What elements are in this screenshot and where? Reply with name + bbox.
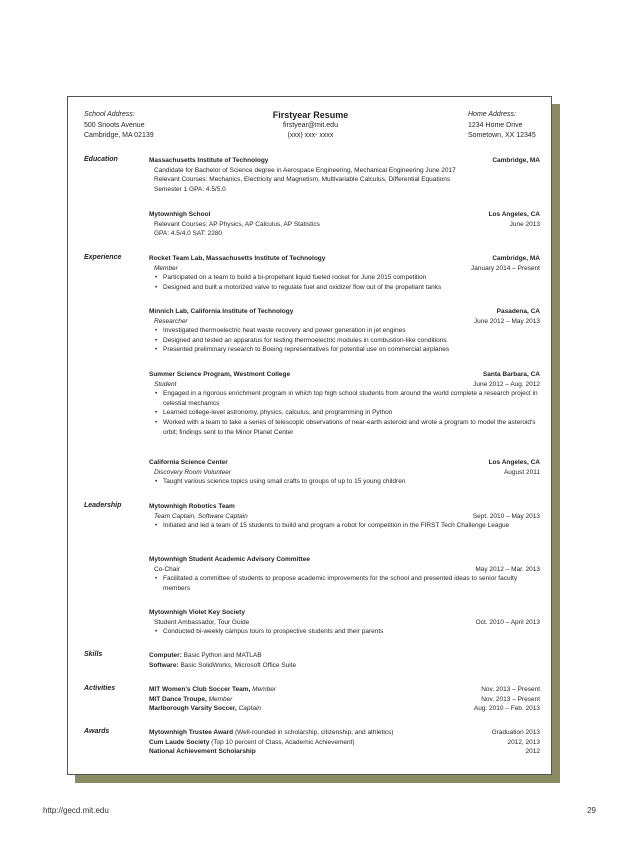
home-address-label: Home Address:	[468, 111, 516, 118]
entry-date: Oct. 2010 – April 2013	[475, 618, 540, 626]
skills-software-value: Basic SolidWorks, Microsoft Office Suite	[180, 661, 297, 669]
entry-date: June 2013	[509, 220, 540, 228]
bullet-icon: •	[155, 409, 158, 417]
section-skills: Skills	[84, 651, 103, 658]
entry-location: Los Angeles, CA	[488, 459, 540, 466]
email: firstyear@mit.edu	[283, 121, 338, 129]
entry-line: Relevant Courses: Mechanics, Electricity and Magnetism, Multivariable Calculus, Differential Equations	[154, 176, 451, 184]
entry-location: Los Angeles, CA	[488, 211, 540, 218]
experience-entry-rocket-team	[149, 254, 540, 292]
award-name: National Achievement Scholarship	[149, 748, 256, 756]
entry-org: Mytownhigh Student Academic Advisory Committee	[149, 556, 310, 563]
entry-location: Santa Barbara, CA	[482, 371, 540, 378]
entry-bullet: Learned college-level astronomy, physics, calculus, and programming in Python	[163, 409, 393, 417]
activity-date: Nov. 2013 – Present	[481, 695, 540, 703]
activity-row	[149, 685, 540, 695]
bullet-icon: •	[155, 418, 158, 426]
entry-org: Mytownhigh Robotics Team	[149, 503, 235, 510]
entry-gpa: GPA: 4.5/4.0 SAT: 2280	[154, 230, 223, 238]
award-detail: (Top 10 percent of Class, Academic Achievement)	[211, 738, 355, 746]
entry-role: Researcher	[154, 317, 188, 325]
award-date: 2012, 2013	[507, 738, 540, 746]
home-address-line2: Sometown, XX 12345	[468, 132, 536, 139]
activity-date: Aug. 2010 – Feb. 2013	[473, 705, 540, 713]
bullet-icon: •	[155, 390, 158, 398]
entry-location: Cambridge, MA	[492, 255, 540, 262]
skills-software-label: Software:	[149, 661, 179, 669]
bullet-icon: •	[155, 478, 158, 486]
activity-date: Nov. 2013 – Present	[481, 686, 540, 693]
awards-list	[149, 728, 540, 757]
bullet-icon: •	[155, 522, 158, 530]
entry-bullet: Conducted bi-weekly campus tours to prospective students and their parents	[163, 628, 384, 636]
school-address-line2: Cambridge, MA 02139	[84, 132, 154, 139]
experience-entry-science-center	[149, 458, 540, 487]
entry-bullet: Worked with a team to take a series of telescopic observations of near-earth asteroid and wrote a program to model the asteroid's orbit; findings sent to the Minor Planet Center	[163, 418, 536, 436]
footer-url[interactable]: http://gecd.mit.edu	[43, 806, 109, 815]
section-education: Education	[84, 156, 118, 163]
skills-entry	[149, 651, 540, 670]
entry-org: California Science Center	[149, 459, 228, 466]
skills-computer-value: Basic Python and MATLAB	[183, 652, 262, 659]
entry-org: Massachusetts Institute of Technology	[149, 157, 269, 164]
entry-bullet: Taught various science topics using small crafts to groups of up to 15 young children	[163, 478, 406, 486]
entry-courses: Relevant Courses: AP Physics, AP Calculus, AP Statistics	[154, 220, 320, 228]
education-entry-mit	[149, 156, 540, 194]
experience-entry-summer-science	[149, 370, 540, 437]
bullet-icon: •	[155, 628, 158, 636]
home-address-line1: 1234 Home Drive	[468, 121, 523, 129]
entry-role: Student	[154, 380, 177, 388]
entry-date: Sept. 2010 – May 2013	[472, 512, 540, 520]
entry-date: August 2011	[503, 468, 540, 476]
entry-date: June 2012 – May 2013	[473, 317, 540, 325]
activity-row	[149, 695, 540, 705]
activity-row	[149, 704, 540, 714]
school-address	[84, 110, 154, 142]
entry-bullet: Initiated and led a team of 15 students to build and program a robot for competition in the FIRST Tech Challenge League	[163, 522, 510, 530]
award-row	[149, 747, 540, 757]
bullet-icon: •	[155, 346, 158, 354]
school-address-line1: 500 Snoots Avenue	[84, 121, 145, 129]
entry-date: May 2012 – Mar. 2013	[475, 565, 540, 573]
entry-org: Mytownhigh Violet Key Society	[149, 609, 245, 616]
entry-date: January 2014 – Present	[470, 264, 540, 272]
section-awards: Awards	[84, 728, 110, 735]
section-activities: Activities	[84, 685, 116, 692]
entry-role: Student Ambassador, Tour Guide	[154, 618, 250, 626]
entry-org: Mytownhigh School	[149, 211, 211, 218]
entry-role: Co-Chair	[154, 565, 181, 573]
entry-role: Discovery Room Volunteer	[154, 468, 232, 476]
entry-bullet: Participated on a team to build a bi-propellant liquid fueled rocket for June 2015 competition	[163, 274, 427, 282]
resume-title: Firstyear Resume	[272, 110, 349, 120]
activity-role: Member	[252, 686, 277, 693]
entry-line: Semester 1 GPA: 4.5/5.0	[154, 185, 226, 193]
entry-bullet: Designed and built a motorized valve to regulate fuel and oxidizer flow out of the propellant tanks	[163, 283, 442, 291]
award-date: Graduation 2013	[491, 729, 540, 736]
entry-bullet: Investigated thermoelectric heat waste recovery and power generation in jet engines	[163, 327, 406, 335]
entry-location: Cambridge, MA	[492, 157, 540, 164]
activity-role: Member	[208, 695, 233, 703]
bullet-icon: •	[155, 283, 158, 291]
entry-role: Member	[154, 264, 178, 272]
activity-name: MIT Women's Club Soccer Team,	[149, 686, 251, 693]
home-address	[468, 110, 536, 142]
bullet-icon: •	[155, 274, 158, 282]
award-name: Cum Laude Society	[149, 738, 210, 746]
award-detail: (Well-rounded in scholarship, citizenship, and athletics)	[234, 729, 394, 736]
entry-bullet: Designed and tested an apparatus for testing thermoelectric modules in combustion-like conditions	[163, 336, 447, 344]
resume-page	[67, 96, 552, 775]
section-leadership: Leadership	[84, 502, 122, 509]
entry-line: Candidate for Bachelor of Science degree in Aerospace Engineering, Mechanical Engineering June 2017	[154, 166, 456, 174]
activity-name: Marlborough Varsity Soccer,	[149, 705, 237, 713]
bullet-icon: •	[155, 575, 158, 583]
entry-bullet: Engaged in a rigorous enrichment program in which top high school students from around the world complete a research project in celestial mechanics	[163, 390, 538, 407]
school-address-label: School Address:	[84, 111, 135, 118]
entry-role: Team Captain, Software Captain	[154, 512, 248, 520]
activity-name: MIT Dance Troupe,	[149, 695, 207, 703]
award-row	[149, 738, 540, 748]
award-date: 2012	[525, 748, 540, 756]
bullet-icon: •	[155, 336, 158, 344]
award-name: Mytownhigh Trustee Award	[149, 729, 234, 736]
bullet-icon: •	[155, 327, 158, 335]
award-row	[149, 728, 540, 738]
leadership-entry-robotics	[149, 502, 540, 531]
leadership-entry-advisory-committee	[149, 555, 540, 593]
entry-bullet: Facilitated a committee of students to propose academic improvements for the school and presented ideas to senior faculty members	[163, 575, 518, 592]
section-experience: Experience	[84, 254, 122, 261]
entry-location: Pasadena, CA	[496, 308, 540, 315]
experience-entry-minnich-lab	[149, 307, 540, 355]
phone: (xxx) xxx- xxxx	[287, 132, 334, 139]
page-number: 29	[587, 806, 596, 815]
entry-bullet: Presented preliminary research to Boeing representatives for potential use on commercial airplanes	[163, 346, 450, 354]
skills-computer-label: Computer:	[149, 652, 182, 659]
education-entry-highschool	[149, 210, 540, 239]
activities-list	[149, 685, 540, 714]
contact-block	[248, 110, 373, 142]
activity-role: Captain	[238, 705, 261, 713]
entry-org: Minnich Lab, California Institute of Technology	[149, 308, 294, 315]
entry-org: Summer Science Program, Westmont College	[149, 371, 291, 378]
leadership-entry-violet-key	[149, 608, 540, 637]
entry-date: June 2012 – Aug. 2012	[473, 380, 540, 388]
entry-org: Rocket Team Lab, Massachusetts Institute of Technology	[149, 255, 326, 262]
